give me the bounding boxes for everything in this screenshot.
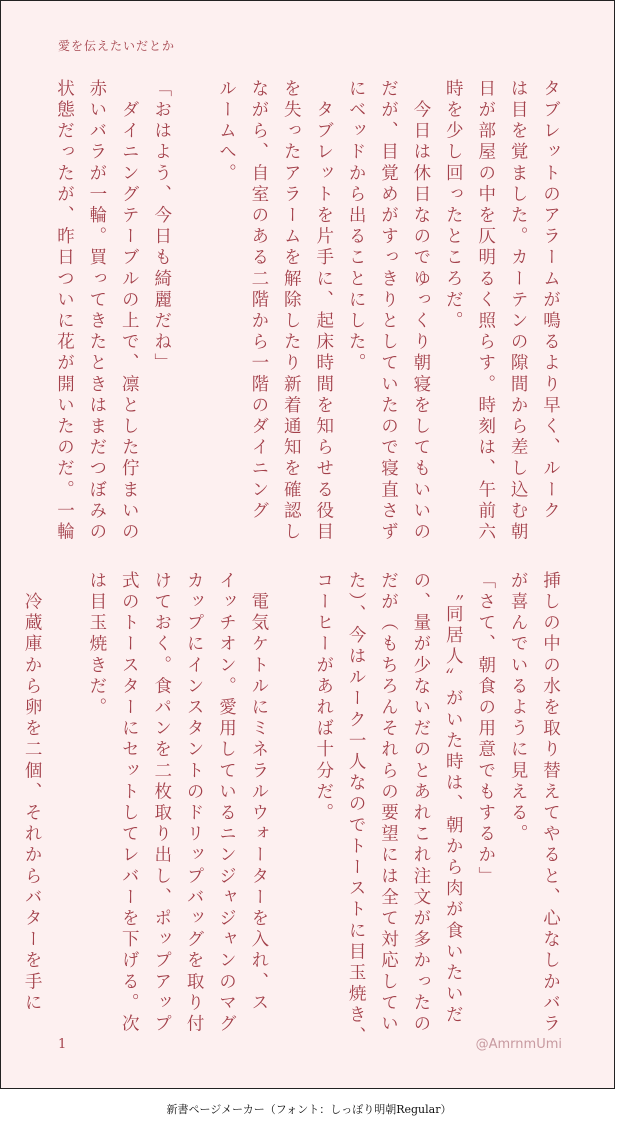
- text-column: 「おはよう、今日も綺麗だね」: [151, 79, 172, 375]
- text-column: は目玉焼きだ。: [86, 571, 107, 719]
- text-column: 日が部屋の中を仄明るく照らす。時刻は、午前六: [475, 79, 496, 544]
- text-column: タブレットを片手に、起床時間を知らせる役目: [313, 79, 334, 544]
- text-column: 式のトースターにセットしてレバーを下げる。次: [119, 571, 140, 1036]
- text-column: の、量が少ないだのとあれこれ注文が多かったの: [410, 571, 431, 1036]
- text-column: 挿しの中の水を取り替えてやると、心なしかバラ: [540, 571, 561, 1036]
- text-column: イッチオン。愛用しているニンジャジャンのマグ: [216, 571, 237, 1036]
- text-column: ルームへ。: [216, 79, 237, 185]
- text-column: 電気ケトルにミネラルウォーターを入れ、ス: [248, 571, 269, 1015]
- text-column: けておく。食パンを二枚取り出し、ポップアップ: [151, 571, 172, 1036]
- text-column: 〝同居人〟がいた時は、朝から肉が食いたいだ: [443, 571, 464, 1027]
- text-column: が喜んでいるように見える。: [508, 571, 529, 846]
- text-column: 時を少し回ったところだ。: [443, 79, 464, 333]
- book-title: 愛を伝えたいだとか: [58, 39, 176, 53]
- author-handle: @AmrnmUmi: [475, 1037, 562, 1052]
- text-column: タブレットのアラームが鳴るより早く、ルーク: [540, 79, 561, 523]
- text-column: た）、今はルーク一人なのでトーストに目玉焼き、: [346, 571, 367, 1048]
- text-column: カップにインスタントのドリップバッグを取り付: [184, 571, 205, 1036]
- text-column: にベッドから出ることにした。: [346, 79, 367, 375]
- text-column: 今日は休日なのでゆっくり朝寝をしてもいいの: [410, 79, 431, 544]
- footer-caption: 新書ページメーカー（フォント：しっぽり明朝Regular）: [166, 1103, 452, 1116]
- page-number: 1: [58, 1037, 67, 1052]
- text-column: を失ったアラームを解除したり新着通知を確認し: [281, 79, 302, 544]
- text-column: 状態だったが、昨日ついに花が開いたのだ。一輪: [54, 79, 75, 544]
- text-column: だが（もちろんそれらの要望には全て対応してい: [378, 571, 399, 1036]
- text-column: ながら、自室のある二階から一階のダイニング: [248, 79, 269, 523]
- text-column: ダイニングテーブルの上で、凛とした佇まいの: [119, 79, 140, 544]
- text-column: は目を覚ました。カーテンの隙間から差し込む朝: [508, 79, 529, 544]
- text-column: 「さて、朝食の用意でもするか」: [475, 571, 496, 888]
- text-column: 赤いバラが一輪。買ってきたときはまだつぼみの: [86, 79, 107, 544]
- text-column: コーヒーがあれば十分だ。: [313, 571, 334, 825]
- text-column: 冷蔵庫から卵を二個、それからバターを手に: [22, 571, 43, 1015]
- text-column: だが、目覚めがすっきりとしていたので寝直さず: [378, 79, 399, 544]
